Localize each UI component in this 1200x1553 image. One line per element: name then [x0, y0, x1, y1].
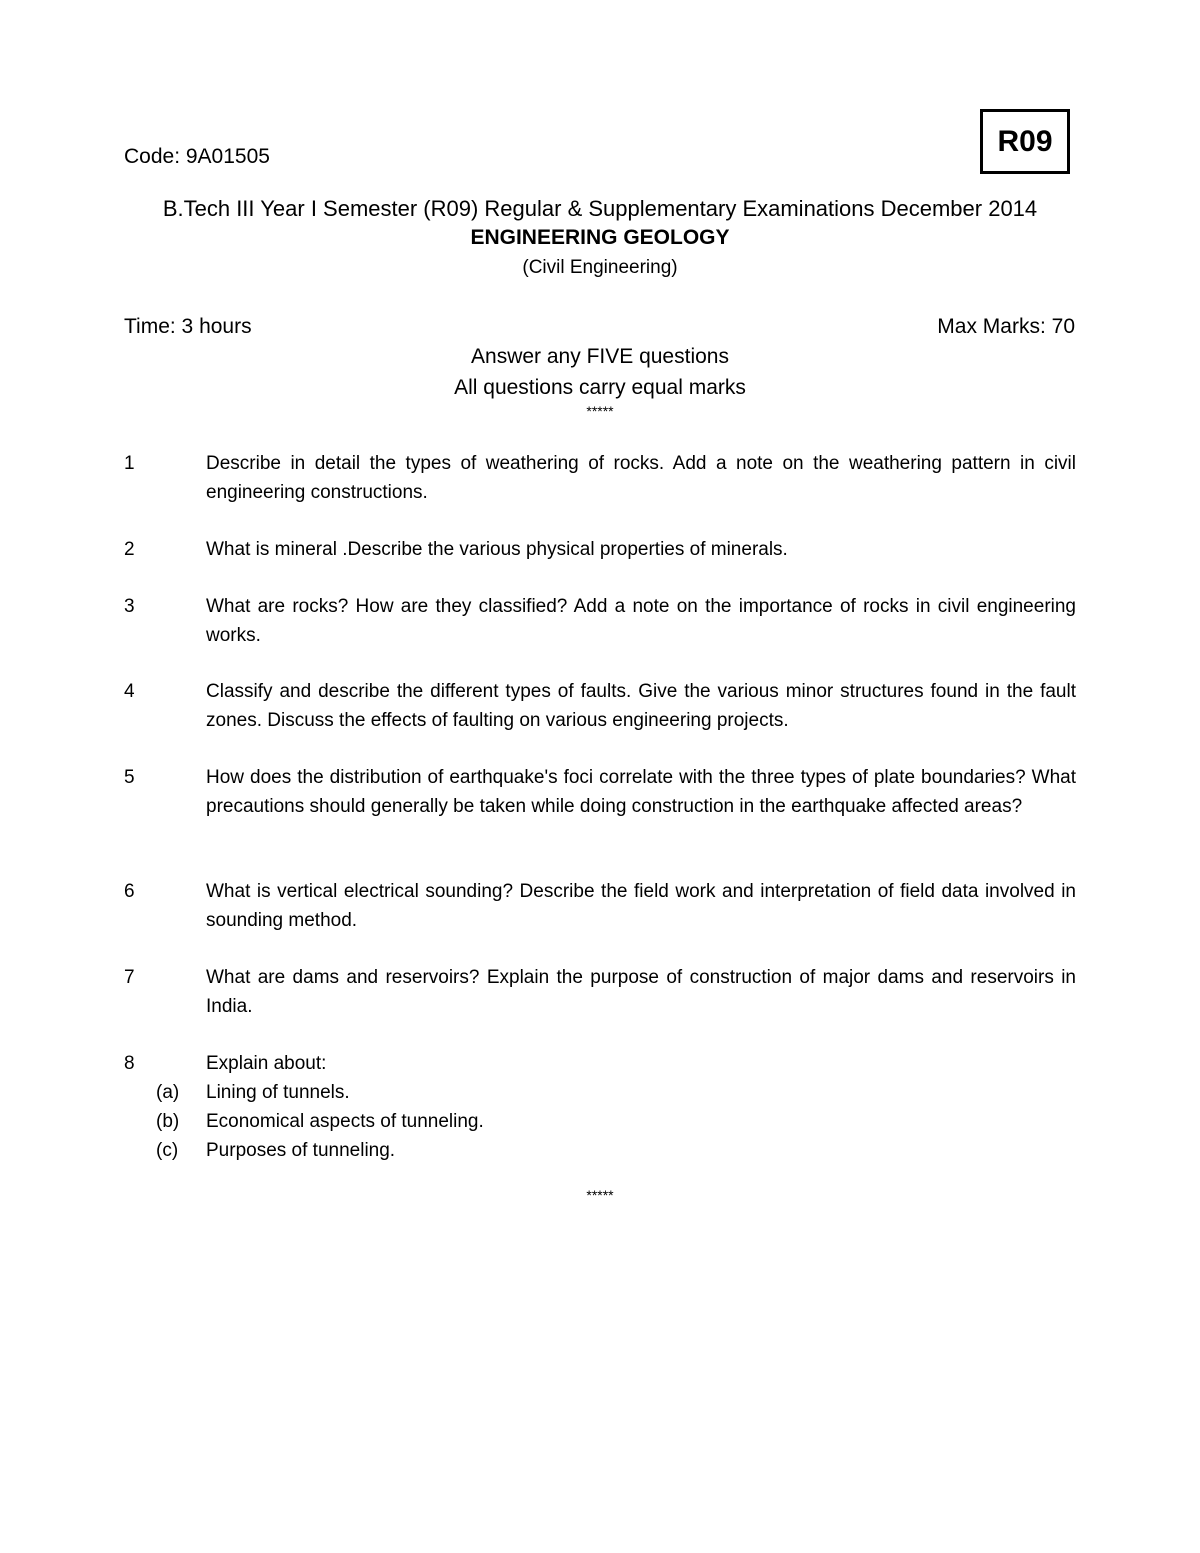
question-text: What is vertical electrical sounding? Describe the field work and interpretation of field data involved in sounding method.	[206, 881, 1076, 931]
question-text: What is mineral .Describe the various physical properties of minerals.	[206, 539, 788, 560]
part-text: Purposes of tunneling.	[206, 1140, 396, 1161]
question-8-part-c	[124, 1136, 1076, 1165]
question-1	[124, 449, 1076, 507]
question-number: 1	[124, 453, 135, 474]
footer-separator: *****	[586, 1187, 614, 1203]
question-text: Explain about:	[206, 1053, 327, 1074]
exam-title: B.Tech III Year I Semester (R09) Regular & Supplementary Examinations December 2014	[162, 196, 1038, 221]
question-text: How does the distribution of earthquake's foci correlate with the three types of plate boundaries? What precautions should generally be taken while doing construction in the earthquake affected areas?	[206, 767, 1076, 817]
question-number: 7	[124, 967, 135, 988]
max-marks: Max Marks: 70	[937, 315, 1075, 338]
branch-name: (Civil Engineering)	[522, 257, 678, 278]
part-text: Economical aspects of tunneling.	[206, 1111, 484, 1132]
question-number: 4	[124, 681, 135, 702]
question-text: What are rocks? How are they classified? Add a note on the importance of rocks in civil engineering works.	[206, 596, 1076, 646]
instruction-equal-marks: All questions carry equal marks	[454, 376, 746, 399]
question-8-part-b	[124, 1107, 1076, 1136]
header-separator: *****	[586, 403, 614, 419]
question-text: Describe in detail the types of weathering of rocks. Add a note on the weathering pattern in civil engineering constructions.	[206, 453, 1076, 503]
question-number: 5	[124, 767, 135, 788]
part-label: (c)	[156, 1140, 179, 1161]
question-2	[124, 535, 1076, 564]
question-8-part-a	[124, 1078, 1076, 1107]
question-number: 6	[124, 881, 135, 902]
question-number: 2	[124, 539, 135, 560]
question-text: Classify and describe the different types of faults. Give the various minor structures found in the fault zones. Discuss the effects of faulting on various engineering projects.	[206, 681, 1076, 731]
paper-code: Code: 9A01505	[124, 145, 270, 168]
part-label: (a)	[156, 1082, 180, 1103]
question-7	[124, 963, 1076, 1021]
part-label: (b)	[156, 1111, 180, 1132]
question-3	[124, 592, 1076, 650]
regulation-badge: R09	[980, 109, 1070, 174]
question-text: What are dams and reservoirs? Explain the purpose of construction of major dams and reservoirs in India.	[206, 967, 1076, 1017]
question-number: 8	[124, 1053, 135, 1074]
instruction-answer-five: Answer any FIVE questions	[471, 345, 729, 368]
question-number: 3	[124, 596, 135, 617]
question-8	[124, 1049, 1076, 1078]
question-4	[124, 677, 1076, 735]
question-5	[124, 763, 1076, 821]
subject-title: ENGINEERING GEOLOGY	[470, 226, 730, 249]
part-text: Lining of tunnels.	[206, 1082, 350, 1103]
exam-duration: Time: 3 hours	[124, 315, 252, 338]
question-6	[124, 877, 1076, 935]
